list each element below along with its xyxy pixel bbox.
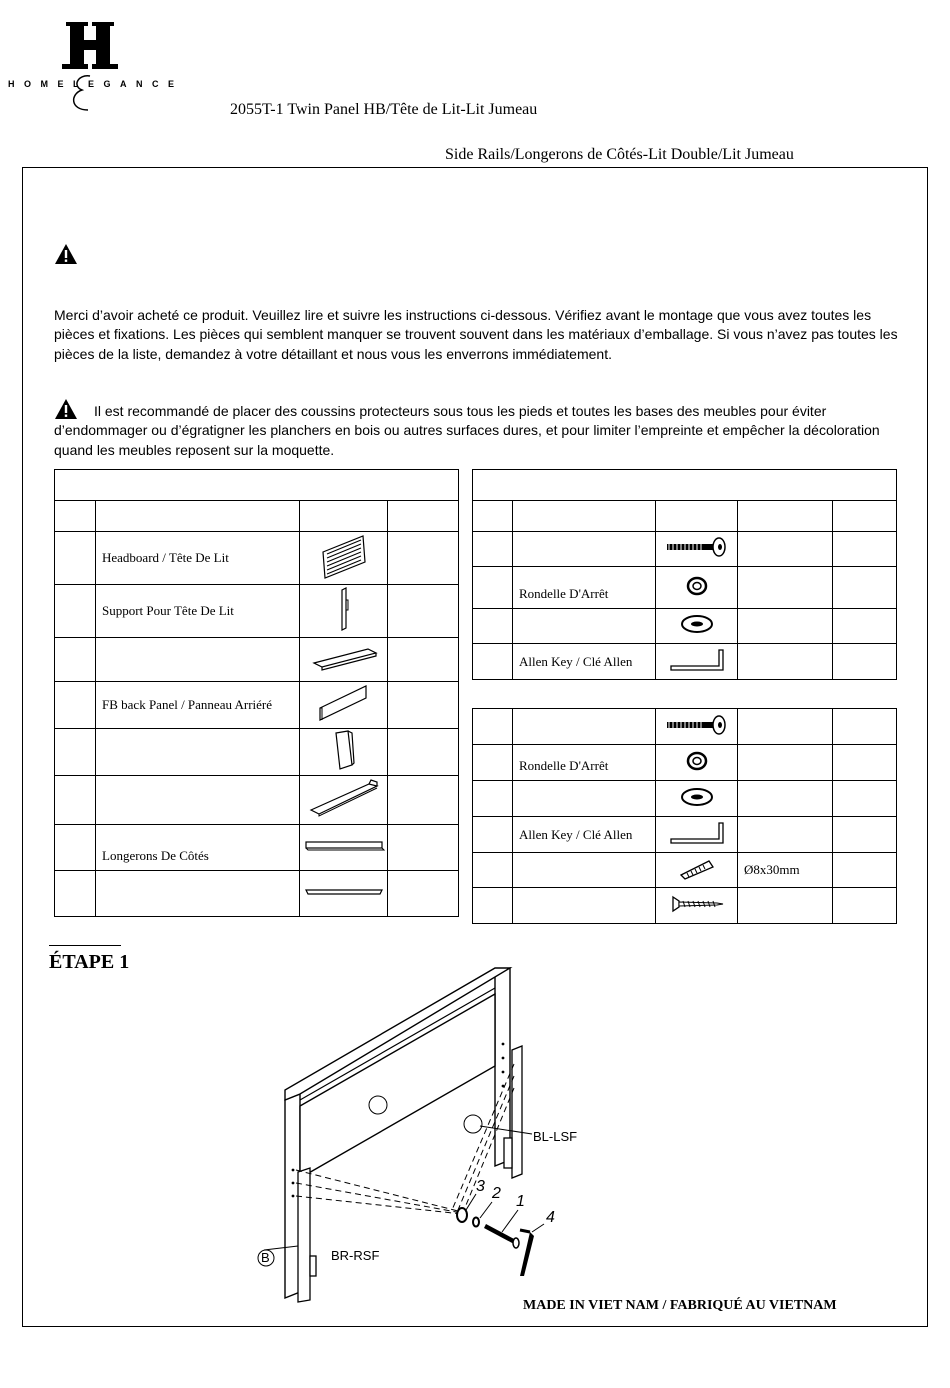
flat-washer-icon: [680, 786, 714, 808]
table-row: [55, 776, 459, 825]
table-row: [473, 853, 897, 888]
hardware-name: [513, 888, 656, 924]
hardware-name: [513, 532, 656, 567]
made-in-note: MADE IN VIET NAM / FABRIQUÉ AU VIETNAM: [523, 1298, 837, 1313]
bolt-icon: [665, 536, 729, 558]
tray-board-icon: [307, 776, 381, 820]
hardware-name: [513, 609, 656, 644]
callout-circle: [464, 1115, 482, 1133]
allen-key-icon: [667, 819, 727, 847]
step-divider: [49, 945, 121, 946]
support-leg-icon: [334, 586, 354, 632]
bolt-icon: [665, 714, 729, 736]
table-row: [473, 609, 897, 644]
hardware-name: Rondelle D'Arrêt: [513, 567, 656, 609]
slat-board-icon: [308, 643, 380, 673]
table-row: [55, 871, 459, 917]
screw-icon: [669, 894, 725, 914]
product-subtitle: Side Rails/Longerons de Côtés-Lit Double/Lit Jumeau: [445, 146, 794, 163]
table-row: [55, 585, 459, 638]
label-br-rsf: BR-RSF: [331, 1248, 380, 1263]
part-name: Support Pour Tête De Lit: [96, 585, 300, 638]
flat-washer-icon: [680, 613, 714, 635]
back-panel-icon: [314, 682, 374, 724]
table-row: [55, 729, 459, 776]
hardware-size: Ø8x30mm: [738, 853, 833, 888]
brand-wordmark: HOMELEGANCE: [8, 79, 184, 89]
hardware-name: Allen Key / Clé Allen: [513, 644, 656, 680]
allen-key-icon: [667, 646, 727, 674]
part-name: Longerons De Côtés: [96, 825, 300, 871]
part-name: [96, 871, 300, 917]
hardware-name: [513, 709, 656, 745]
table-row: [55, 532, 459, 585]
intro-paragraph: Merci d’avoir acheté ce produit. Veuillez lire et suivre les instructions ci-dessous. Vérifiez avant le montage que vous avez toutes les pièces et fixations. Les pièces qui semblent manquer se trouvent souvent dans les matériaux d’emballage. Si vous n’avez pas toutes les pièces de la liste, demandez à votre détaillant et nous vous les enverrons immédiatement.: [54, 307, 898, 362]
part-name: [96, 776, 300, 825]
part-name: FB back Panel / Panneau Arriéré: [96, 682, 300, 729]
label-4: 4: [546, 1209, 555, 1226]
lock-washer-icon: [685, 574, 709, 598]
lock-washer-icon: [685, 749, 709, 773]
label-3: 3: [476, 1178, 485, 1195]
table-row: [55, 825, 459, 871]
callout-circle: [369, 1096, 387, 1114]
label-1: 1: [516, 1193, 525, 1210]
hardware-name: [513, 853, 656, 888]
table-row: [473, 567, 897, 609]
table-row: [473, 888, 897, 924]
table-row: [473, 745, 897, 781]
label-2: 2: [492, 1185, 501, 1202]
hardware-table-2: [472, 708, 897, 924]
hardware-name: Rondelle D'Arrêt: [513, 745, 656, 781]
flat-rail-icon: [302, 885, 386, 899]
side-rail-icon: [302, 836, 386, 856]
dowel-icon: [677, 855, 717, 881]
table-row: [473, 781, 897, 817]
label-bl-lsf: BL-LSF: [533, 1129, 578, 1144]
hardware-table-header: [473, 470, 897, 501]
hardware-table-1: [472, 469, 897, 680]
homelegance-logo: [60, 14, 130, 114]
table-row: [473, 644, 897, 680]
hardware-name: Allen Key / Clé Allen: [513, 817, 656, 853]
parts-table-header: [55, 470, 459, 501]
table-row: [473, 709, 897, 745]
warning-triangle-icon: [54, 243, 78, 265]
table-row: [55, 638, 459, 682]
part-name: [96, 638, 300, 682]
headboard-panel-icon: [319, 532, 369, 580]
table-row: [473, 532, 897, 567]
step-title: ÉTAPE 1: [49, 951, 130, 973]
table-row: [55, 682, 459, 729]
label-marker-b: B: [261, 1250, 270, 1265]
part-name: [96, 729, 300, 776]
floor-protection-note: Il est recommandé de placer des coussins protecteurs sous tous les pieds et toutes les bases des meubles pour éviter d’endommager ou d’égratigner les planchers en bois ou autres surfaces dures, et pour limiter l’empreinte et empêcher la décoloration quand les meubles reposent sur la moquette.: [54, 403, 880, 458]
block-icon: [328, 729, 360, 771]
parts-table: [54, 469, 459, 917]
product-title: 2055T-1 Twin Panel HB/Tête de Lit-Lit Jumeau: [230, 101, 538, 118]
hardware-name: [513, 781, 656, 817]
part-name: Headboard / Tête De Lit: [96, 532, 300, 585]
table-row: [473, 817, 897, 853]
